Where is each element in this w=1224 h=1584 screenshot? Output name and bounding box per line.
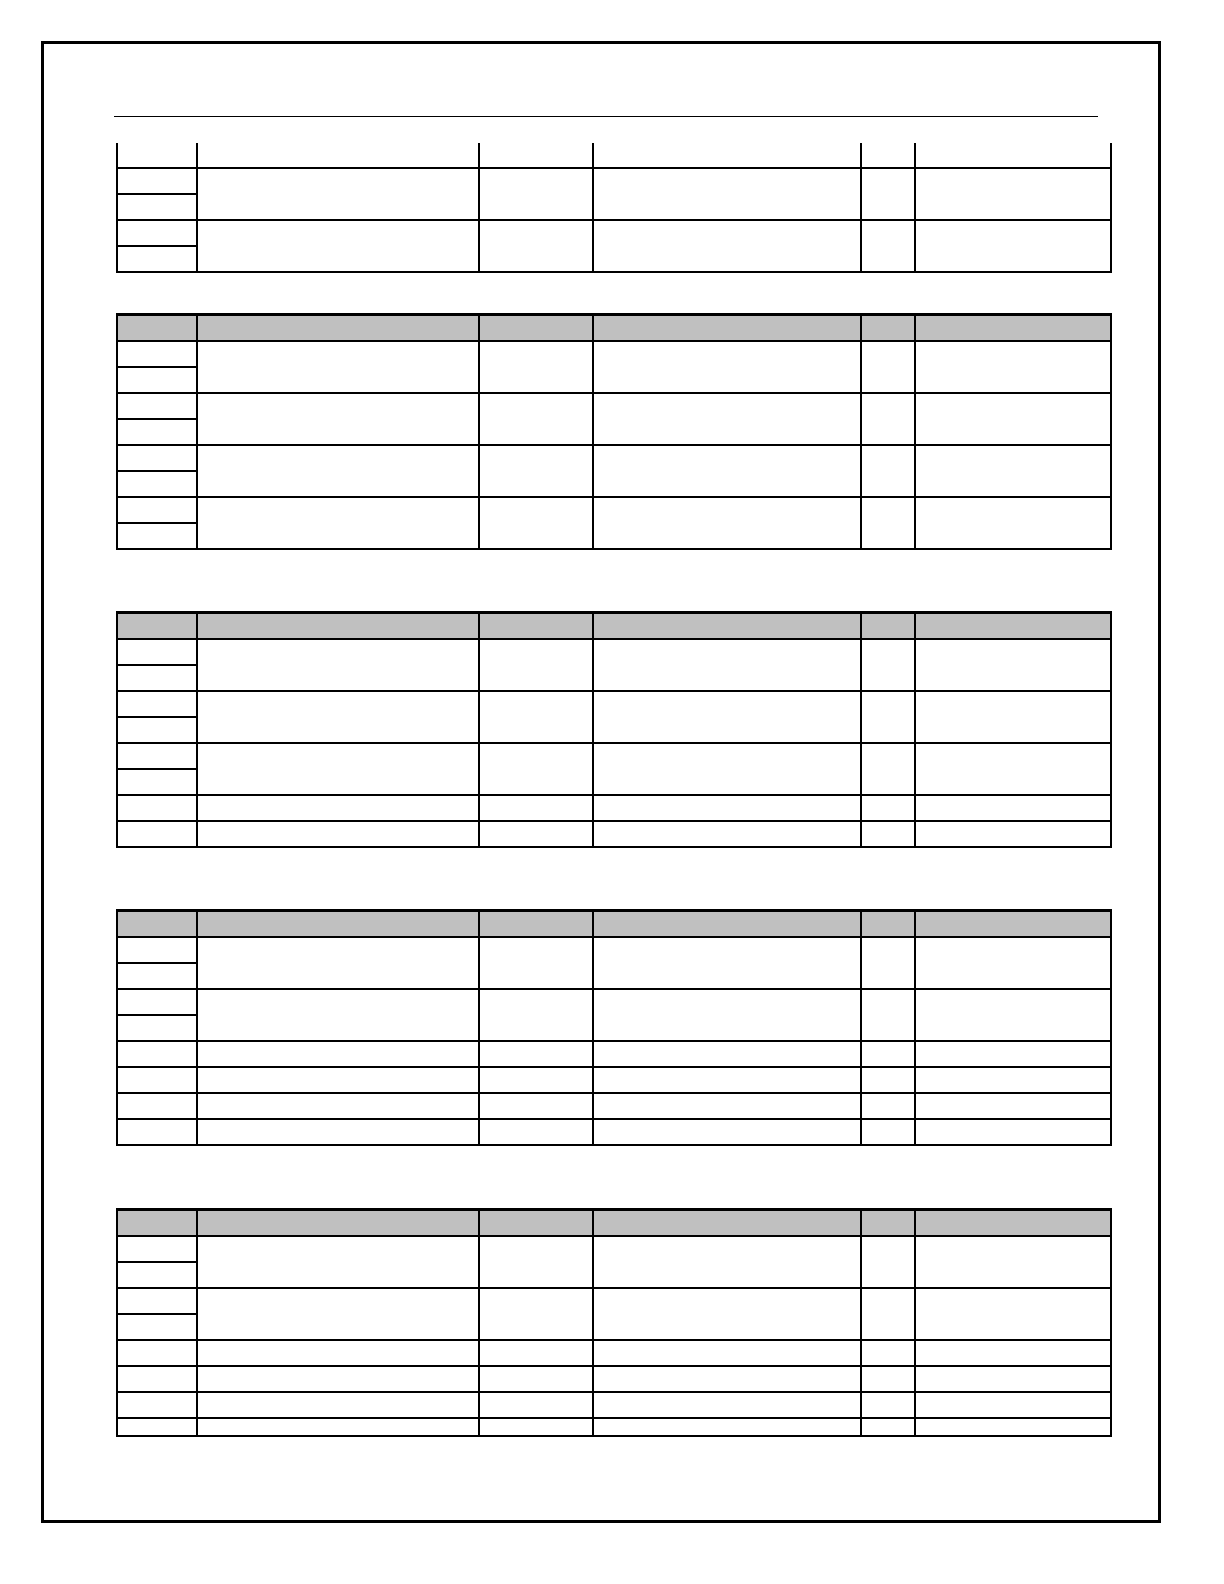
cell[interactable] — [915, 691, 1111, 743]
cell[interactable] — [861, 1236, 915, 1288]
cell[interactable] — [915, 795, 1111, 821]
table-row — [117, 1093, 1111, 1119]
table-row — [117, 445, 1111, 471]
cell[interactable] — [479, 1340, 593, 1366]
header-cell — [117, 143, 197, 168]
cell[interactable] — [593, 220, 861, 272]
cell[interactable] — [117, 1392, 197, 1418]
header-cell — [479, 143, 593, 168]
form-table-2 — [116, 313, 1112, 550]
cell[interactable] — [915, 445, 1111, 497]
cell[interactable] — [861, 743, 915, 795]
cell[interactable] — [479, 821, 593, 847]
cell[interactable] — [117, 639, 197, 665]
header-cell — [117, 1210, 197, 1237]
cell[interactable] — [593, 743, 861, 795]
table-row — [117, 795, 1111, 821]
form-table-4 — [116, 909, 1112, 1146]
cell[interactable] — [861, 220, 915, 272]
cell[interactable] — [479, 1392, 593, 1418]
cell[interactable] — [593, 1067, 861, 1093]
cell[interactable] — [117, 1366, 197, 1392]
cell[interactable] — [117, 497, 197, 523]
header-cell — [593, 911, 861, 938]
cell[interactable] — [593, 1418, 861, 1436]
cell[interactable] — [197, 445, 479, 497]
cell[interactable] — [915, 393, 1111, 445]
cell[interactable] — [117, 769, 197, 795]
cell[interactable] — [197, 1236, 479, 1288]
cell[interactable] — [915, 168, 1111, 220]
table-header-row — [117, 143, 1111, 168]
header-cell — [197, 911, 479, 938]
cell[interactable] — [117, 989, 197, 1015]
table-header-row — [117, 911, 1111, 938]
table-row — [117, 497, 1111, 523]
cell[interactable] — [915, 1119, 1111, 1145]
cell[interactable] — [117, 1041, 197, 1067]
cell[interactable] — [479, 743, 593, 795]
cell[interactable] — [593, 1093, 861, 1119]
table-row — [117, 220, 1111, 246]
cell[interactable] — [593, 497, 861, 549]
cell[interactable] — [117, 220, 197, 246]
table-header-row — [117, 613, 1111, 640]
cell[interactable] — [593, 795, 861, 821]
table-row — [117, 743, 1111, 769]
cell[interactable] — [117, 168, 197, 194]
table-row — [117, 1041, 1111, 1067]
cell[interactable] — [117, 665, 197, 691]
cell[interactable] — [915, 1093, 1111, 1119]
cell[interactable] — [915, 1366, 1111, 1392]
cell[interactable] — [197, 168, 479, 220]
header-cell — [479, 613, 593, 640]
table-row — [117, 1340, 1111, 1366]
cell[interactable] — [197, 220, 479, 272]
header-cell — [197, 143, 479, 168]
cell[interactable] — [593, 445, 861, 497]
cell[interactable] — [593, 639, 861, 691]
form-table-5 — [116, 1208, 1112, 1437]
table-header-row — [117, 315, 1111, 342]
cell[interactable] — [915, 497, 1111, 549]
header-cell — [479, 1210, 593, 1237]
cell[interactable] — [593, 1119, 861, 1145]
header-cell — [479, 315, 593, 342]
cell[interactable] — [197, 691, 479, 743]
cell[interactable] — [117, 341, 197, 367]
cell[interactable] — [915, 1041, 1111, 1067]
cell[interactable] — [861, 168, 915, 220]
header-cell — [117, 315, 197, 342]
cell[interactable] — [861, 691, 915, 743]
cell[interactable] — [479, 1366, 593, 1392]
table-row — [117, 639, 1111, 665]
table-row — [117, 691, 1111, 717]
header-cell — [861, 1210, 915, 1237]
table-row — [117, 1418, 1111, 1436]
cell[interactable] — [117, 194, 197, 220]
header-cell — [197, 1210, 479, 1237]
header-cell — [861, 613, 915, 640]
cell[interactable] — [197, 1041, 479, 1067]
cell[interactable] — [197, 1067, 479, 1093]
cell[interactable] — [593, 1288, 861, 1340]
cell[interactable] — [117, 795, 197, 821]
cell[interactable] — [117, 445, 197, 471]
header-cell — [197, 613, 479, 640]
cell[interactable] — [593, 1366, 861, 1392]
cell[interactable] — [593, 393, 861, 445]
cell[interactable] — [197, 1288, 479, 1340]
table-row — [117, 937, 1111, 963]
header-cell — [593, 1210, 861, 1237]
header-cell — [861, 911, 915, 938]
cell[interactable] — [197, 639, 479, 691]
cell[interactable] — [861, 497, 915, 549]
cell[interactable] — [479, 220, 593, 272]
cell[interactable] — [861, 639, 915, 691]
cell[interactable] — [117, 1262, 197, 1288]
cell[interactable] — [117, 1067, 197, 1093]
table-row — [117, 1067, 1111, 1093]
cell[interactable] — [479, 1119, 593, 1145]
header-cell — [593, 143, 861, 168]
cell[interactable] — [593, 168, 861, 220]
header-cell — [197, 315, 479, 342]
cell[interactable] — [915, 341, 1111, 393]
cell[interactable] — [117, 717, 197, 743]
cell[interactable] — [197, 1392, 479, 1418]
cell[interactable] — [117, 963, 197, 989]
cell[interactable] — [479, 795, 593, 821]
cell[interactable] — [479, 1418, 593, 1436]
cell[interactable] — [197, 393, 479, 445]
cell[interactable] — [117, 1288, 197, 1314]
cell[interactable] — [117, 1340, 197, 1366]
cell[interactable] — [593, 1041, 861, 1067]
form-table-3 — [116, 611, 1112, 848]
cell[interactable] — [479, 691, 593, 743]
cell[interactable] — [479, 989, 593, 1041]
cell[interactable] — [117, 691, 197, 717]
cell[interactable] — [861, 1288, 915, 1340]
cell[interactable] — [915, 989, 1111, 1041]
table-row — [117, 1366, 1111, 1392]
cell[interactable] — [861, 445, 915, 497]
cell[interactable] — [861, 1067, 915, 1093]
cell[interactable] — [197, 1340, 479, 1366]
cell[interactable] — [861, 1093, 915, 1119]
table-row — [117, 168, 1111, 194]
cell[interactable] — [117, 1015, 197, 1041]
header-cell — [593, 613, 861, 640]
cell[interactable] — [197, 1119, 479, 1145]
cell[interactable] — [117, 1093, 197, 1119]
header-cell — [593, 315, 861, 342]
cell[interactable] — [479, 1067, 593, 1093]
header-cell — [915, 315, 1111, 342]
cell[interactable] — [479, 393, 593, 445]
cell[interactable] — [915, 1340, 1111, 1366]
cell[interactable] — [479, 1093, 593, 1119]
cell[interactable] — [479, 1288, 593, 1340]
cell[interactable] — [861, 393, 915, 445]
cell[interactable] — [479, 1041, 593, 1067]
cell[interactable] — [117, 937, 197, 963]
cell[interactable] — [197, 821, 479, 847]
header-cell — [479, 911, 593, 938]
cell[interactable] — [861, 1366, 915, 1392]
table-row — [117, 1392, 1111, 1418]
cell[interactable] — [197, 1366, 479, 1392]
cell[interactable] — [117, 471, 197, 497]
table-row — [117, 989, 1111, 1015]
cell[interactable] — [479, 639, 593, 691]
header-cell — [915, 143, 1111, 168]
header-cell — [117, 613, 197, 640]
cell[interactable] — [861, 1418, 915, 1436]
cell[interactable] — [593, 937, 861, 989]
cell[interactable] — [915, 1418, 1111, 1436]
header-cell — [915, 1210, 1111, 1237]
cell[interactable] — [117, 367, 197, 393]
table-row — [117, 1236, 1111, 1262]
cell[interactable] — [861, 821, 915, 847]
cell[interactable] — [861, 1119, 915, 1145]
cell[interactable] — [915, 937, 1111, 989]
cell[interactable] — [117, 1236, 197, 1262]
header-cell — [915, 911, 1111, 938]
table-row — [117, 821, 1111, 847]
cell[interactable] — [117, 523, 197, 549]
cell[interactable] — [593, 1236, 861, 1288]
cell[interactable] — [117, 1418, 197, 1436]
cell[interactable] — [861, 1392, 915, 1418]
cell[interactable] — [915, 743, 1111, 795]
header-cell — [861, 143, 915, 168]
cell[interactable] — [479, 445, 593, 497]
cell[interactable] — [479, 497, 593, 549]
cell[interactable] — [197, 989, 479, 1041]
cell[interactable] — [117, 1314, 197, 1340]
cell[interactable] — [117, 743, 197, 769]
cell[interactable] — [117, 393, 197, 419]
cell[interactable] — [117, 246, 197, 272]
header-cell — [915, 613, 1111, 640]
cell[interactable] — [915, 1067, 1111, 1093]
header-cell — [117, 911, 197, 938]
cell[interactable] — [197, 937, 479, 989]
cell[interactable] — [117, 419, 197, 445]
cell[interactable] — [915, 639, 1111, 691]
cell[interactable] — [861, 1041, 915, 1067]
cell[interactable] — [915, 821, 1111, 847]
cell[interactable] — [593, 1392, 861, 1418]
cell[interactable] — [197, 341, 479, 393]
cell[interactable] — [117, 1119, 197, 1145]
table-row — [117, 1288, 1111, 1314]
cell[interactable] — [197, 1418, 479, 1436]
cell[interactable] — [861, 989, 915, 1041]
cell[interactable] — [479, 1236, 593, 1288]
cell[interactable] — [861, 795, 915, 821]
header-cell — [861, 315, 915, 342]
cell[interactable] — [915, 1288, 1111, 1340]
cell[interactable] — [861, 937, 915, 989]
cell[interactable] — [593, 1340, 861, 1366]
form-table-1 — [116, 143, 1112, 273]
cell[interactable] — [593, 821, 861, 847]
cell[interactable] — [593, 989, 861, 1041]
header-rule — [114, 116, 1098, 117]
cell[interactable] — [915, 220, 1111, 272]
cell[interactable] — [197, 497, 479, 549]
cell[interactable] — [479, 168, 593, 220]
cell[interactable] — [861, 341, 915, 393]
cell[interactable] — [593, 341, 861, 393]
cell[interactable] — [915, 1236, 1111, 1288]
cell[interactable] — [593, 691, 861, 743]
cell[interactable] — [197, 795, 479, 821]
cell[interactable] — [915, 1392, 1111, 1418]
table-row — [117, 341, 1111, 367]
table-row — [117, 1119, 1111, 1145]
cell[interactable] — [117, 821, 197, 847]
cell[interactable] — [197, 1093, 479, 1119]
cell[interactable] — [479, 341, 593, 393]
table-header-row — [117, 1210, 1111, 1237]
cell[interactable] — [479, 937, 593, 989]
cell[interactable] — [861, 1340, 915, 1366]
table-row — [117, 393, 1111, 419]
cell[interactable] — [197, 743, 479, 795]
